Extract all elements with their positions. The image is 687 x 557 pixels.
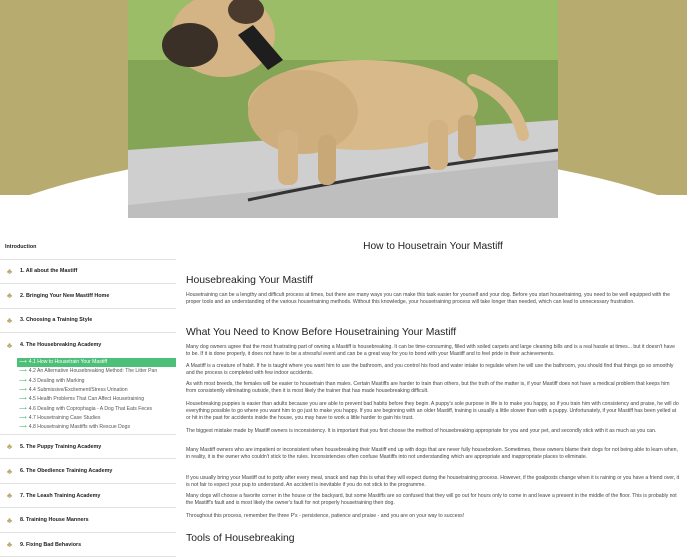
sidebar-subitem-label: 4.7 Housetraining Case Studies xyxy=(28,414,101,421)
sidebar-item-label: 9. Fixing Bad Behaviors xyxy=(20,541,82,548)
arrow-right-icon: ⟶ xyxy=(19,396,27,403)
paragraph: As with most breeds, the females will be easier to housetrain than males. Certain Mastiffs are harder to train than others, but the truth of the matter is, if your Mastiff does not have a medical problem that keeps him from consistently eliminating outside, then it is most likely the trainer that has made housebreaking difficult. xyxy=(186,381,670,395)
sidebar-subitem-4-2[interactable] xyxy=(0,367,176,376)
paw-icon: ♣ xyxy=(6,291,13,301)
sidebar-chapter-6[interactable] xyxy=(0,459,176,484)
arrow-right-icon: ⟶ xyxy=(19,424,27,431)
sidebar-subitem-4-1[interactable] xyxy=(17,358,176,367)
sidebar-subitem-label: 4.6 Dealing with Coprophagia - A Dog That Eats Feces xyxy=(28,405,153,412)
sidebar-item-label: 1. All about the Mastiff xyxy=(20,268,78,275)
paragraph: Many dog owners agree that the most frustrating part of owning a Mastiff is housebreaking. It can be time-consuming, filled with soiled carpets and large cleaning bills and is a real hassle at times... but it doesn't have to be. If it is done properly, it does not have to be a stressful event and can be a great way for you to bond with your Mastiff and to feel pride in their achievements. xyxy=(186,344,675,358)
sidebar-item-label: 3. Choosing a Training Style xyxy=(20,317,93,324)
sidebar-subitem-label: 4.1 How to Housetrain Your Mastiff xyxy=(28,359,108,366)
sidebar-chapter-4[interactable] xyxy=(0,333,176,358)
sidebar-subitem-label: 4.4 Submissive/Excitement/Stress Urination xyxy=(28,387,128,394)
paragraph: If you usually bring your Mastiff out to potty after every meal, snack and nap this is what they will expect during the housetraining process. However, if the goalposts change when it is raining or you have a friend over, it is not fair to expect your pup to understand. An accident is inevitable if you do not stick to the programme. xyxy=(186,475,680,489)
paragraph: Throughout this process, remember the three P's - persistence, patience and praise - and you are on your way to success! xyxy=(186,513,465,519)
section-heading-tools: Tools of Housebreaking xyxy=(186,533,295,544)
arrow-right-icon: ⟶ xyxy=(19,414,27,421)
arrow-right-icon: ⟶ xyxy=(19,387,27,394)
section-heading-housebreaking: Housebreaking Your Mastiff xyxy=(186,275,313,286)
paragraph: A Mastiff is a creature of habit. If he is taught where you want him to use the bathroom, and you control his food and water intake to regulate when he will use the bathroom, you should find that things go so smoothly and the process is completed with few indoor accidents. xyxy=(186,363,674,377)
sidebar-item-label: 7. The Leash Training Academy xyxy=(20,492,101,499)
section-heading-before-housetraining: What You Need to Know Before Housetraining Your Mastiff xyxy=(186,327,457,338)
mastiff-puppy-photo xyxy=(128,0,558,218)
sidebar-item-label: Introduction xyxy=(5,243,37,250)
paragraph: Many Mastiff owners who are impatient or inconsistent when housebreaking their Mastiff end up with dogs that are never fully housebroken. Sometimes, these owners blame their dogs for not being able to learn when, in reality, it is the owner who couldn't stick to the rules. Inconsistencies often confuse Mastiffs into not understanding which are appropriate and inappropriate places to eliminate. xyxy=(186,447,678,461)
paragraph: Many dogs will choose a favorite corner in the house or the backyard, but some Mastiffs are so confused that they will go out for hours only to come in and leave a present in the middle of the floor. This is probably not the Mastiff's fault and is most likely the owner's fault for not properly housetraining their dog. xyxy=(186,493,677,507)
sidebar-chapter-3[interactable] xyxy=(0,309,176,334)
paw-icon: ♣ xyxy=(6,340,13,350)
sidebar-chapter-2[interactable] xyxy=(0,284,176,309)
sidebar-subitem-label: 4.3 Dealing with Marking xyxy=(28,377,85,384)
hero-banner xyxy=(0,0,687,232)
sidebar-subitem-label: 4.5 Health Problems That Can Affect Housetraining xyxy=(28,396,145,403)
sidebar-item-introduction[interactable] xyxy=(0,235,176,260)
sidebar-subitem-4-4[interactable] xyxy=(0,385,176,394)
paragraph: Housetraining can be a lengthy and difficult process at times, but there are many ways you can make this task easier for yourself and your dog. Before you start housetraining, you need to be well equipped with the proper tools and an understanding of the various housetraining methods. Without this knowledge, your housetraining process will take longer than needed, which can lead to unnecessary frustration. xyxy=(186,292,670,306)
sidebar-subitem-4-6[interactable] xyxy=(0,404,176,413)
paw-icon: ♣ xyxy=(6,442,13,452)
sidebar-item-label: 8. Training House Manners xyxy=(20,517,89,524)
sidebar-subitem-label: 4.2 An Alternative Housebreaking Method: The Litter Pan xyxy=(28,368,158,375)
sidebar-chapter-5[interactable] xyxy=(0,435,176,460)
sidebar-subitem-4-7[interactable] xyxy=(0,413,176,422)
page-title: How to Housetrain Your Mastiff xyxy=(363,241,503,252)
sidebar-subitem-4-8[interactable] xyxy=(0,423,176,432)
arrow-right-icon: ⟶ xyxy=(19,359,27,366)
paragraph: The biggest mistake made by Mastiff owners is inconsistency. It is important that you first choose the method of housebreaking appropriate for you and your pet, and secondly stick with it as much as you can. xyxy=(186,428,657,434)
paw-icon: ♣ xyxy=(6,491,13,501)
sidebar-item-label: 5. The Puppy Training Academy xyxy=(20,443,102,450)
sidebar-chapter-1[interactable] xyxy=(0,260,176,285)
sidebar-chapter-8[interactable] xyxy=(0,508,176,533)
paw-icon: ♣ xyxy=(6,266,13,276)
paw-icon: ♣ xyxy=(6,315,13,325)
sidebar-chapter-9[interactable] xyxy=(0,533,176,557)
paragraph: Housebreaking puppies is easier than adults because you are able to prevent bad habits before they begin. A puppy's sole purpose in life is to make you happy, so if you train him with consistency and praise, he will do everything possible to go where you want him to go just to make you happy. If you are beginning with an older Mastiff, training is usually a little slower than with a puppy. Unfortunately, if your Mastiff has been yelled at or hit in the past for accidents inside the house, you may have to work a little harder to gain his trust. xyxy=(186,401,679,422)
sidebar-subitem-label: 4.8 Housetraining Mastiffs with Rescue Dogs xyxy=(28,424,130,431)
chapter-sidebar xyxy=(0,235,176,550)
sidebar-chapter-7[interactable] xyxy=(0,484,176,509)
paw-icon: ♣ xyxy=(6,466,13,476)
sidebar-item-label: 6. The Obedience Training Academy xyxy=(20,468,113,475)
paw-icon: ♣ xyxy=(6,540,13,550)
arrow-right-icon: ⟶ xyxy=(19,405,27,412)
arrow-right-icon: ⟶ xyxy=(19,377,27,384)
sidebar-subitem-4-5[interactable] xyxy=(0,395,176,404)
sidebar-subitem-4-3[interactable] xyxy=(0,376,176,385)
paw-icon: ♣ xyxy=(6,515,13,525)
chapter-4-subitems xyxy=(0,358,176,435)
arrow-right-icon: ⟶ xyxy=(19,368,27,375)
sidebar-item-label: 2. Bringing Your New Mastiff Home xyxy=(20,292,110,299)
sidebar-item-label: 4. The Housebreaking Academy xyxy=(20,342,102,349)
